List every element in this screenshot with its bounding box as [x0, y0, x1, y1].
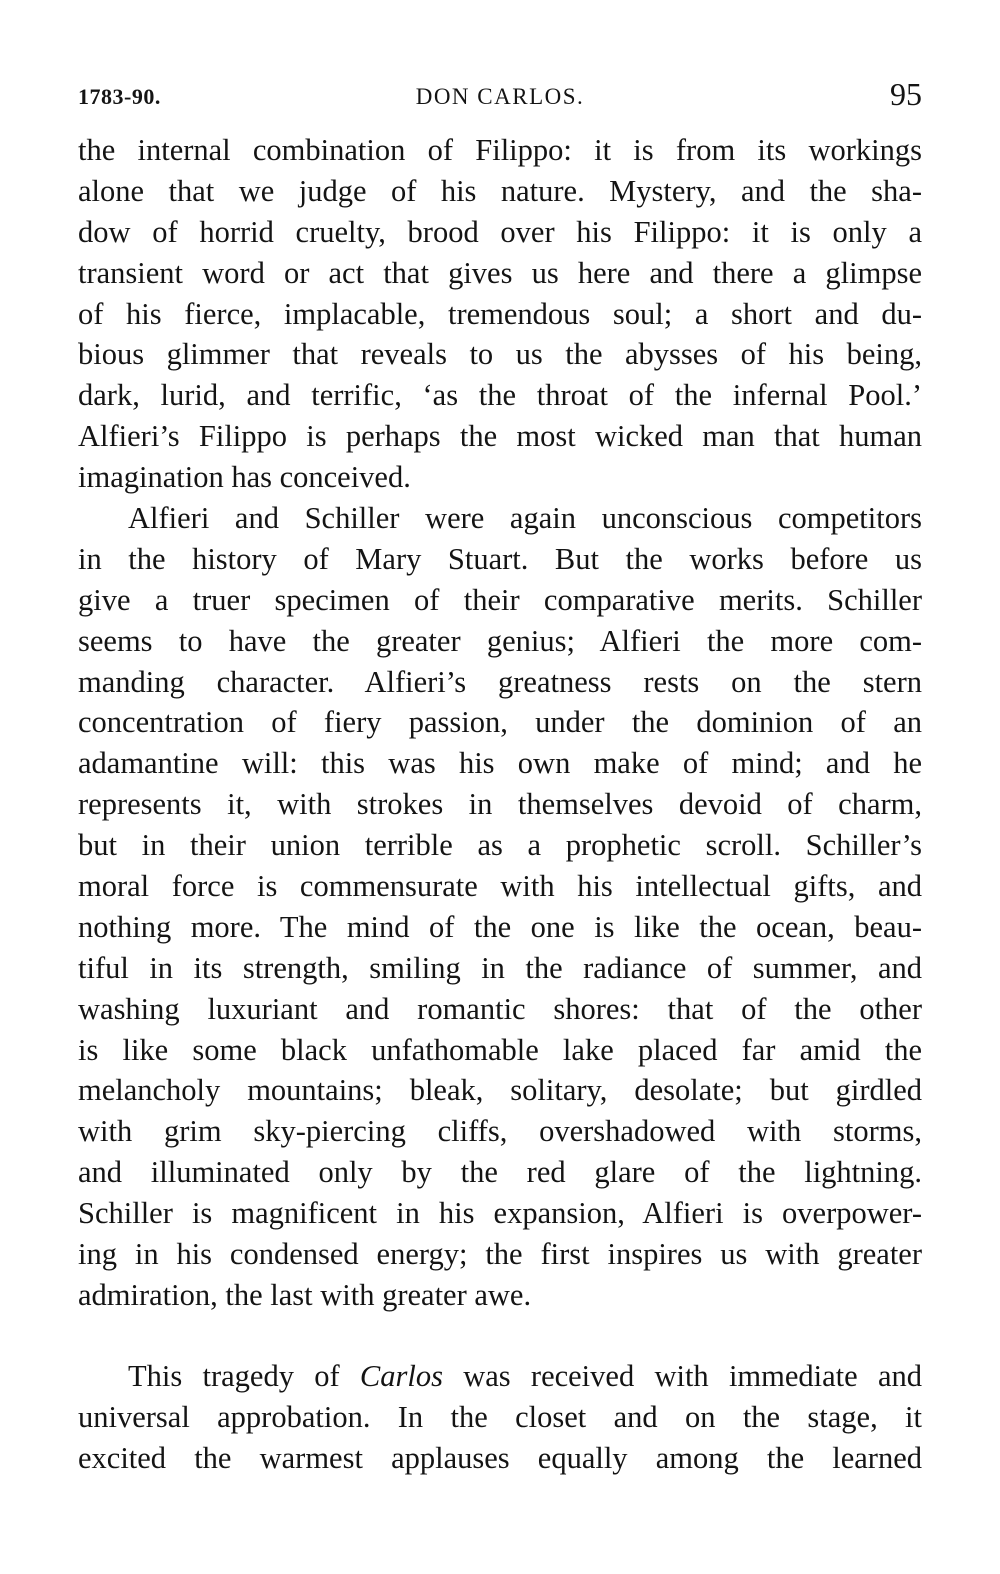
text-span: This tragedy of — [128, 1358, 340, 1393]
italic-title: Carlos — [359, 1358, 443, 1393]
text-span: was received with immediate and — [463, 1358, 922, 1393]
text-line: seems to have the greater genius; Alfieri the more com- — [78, 623, 922, 658]
text-line: ing in his condensed energy; the first inspires us with greater — [78, 1237, 922, 1272]
text-line: washing luxuriant and romantic shores: that of the other — [78, 991, 922, 1026]
header-years: 1783-90. — [78, 84, 161, 109]
running-header — [78, 70, 922, 114]
text-line: with grim sky-piercing cliffs, overshadowed with storms, — [78, 1114, 922, 1149]
text-line: tiful in its strength, smiling in the radiance of summer, and — [78, 950, 922, 985]
text-line: Alfieri and Schiller were again unconscious competitors — [128, 501, 922, 536]
text-line: manding character. Alfieri’s greatness rests on the stern — [78, 664, 922, 699]
text-line: concentration of fiery passion, under the dominion of an — [78, 705, 922, 740]
text-line: represents it, with strokes in themselves devoid of charm, — [78, 787, 922, 822]
text-line: alone that we judge of his nature. Mystery, and the sha- — [78, 173, 922, 208]
text-line: melancholy mountains; bleak, solitary, desolate; but girdled — [78, 1073, 922, 1108]
text-line: and illuminated only by the red glare of the lightning. — [78, 1155, 922, 1190]
text-line: dark, lurid, and terrific, ‘as the throat of the infernal Pool.’ — [78, 378, 922, 413]
header-title: DON CARLOS. — [415, 84, 585, 109]
text-line: give a truer specimen of their comparative merits. Schiller — [78, 582, 922, 617]
text-line: transient word or act that gives us here and there a glimpse — [78, 255, 922, 290]
text-line: adamantine will: this was his own make of mind; and he — [78, 746, 922, 781]
text-line: admiration, the last with greater awe. — [78, 1277, 532, 1312]
book-page — [78, 70, 922, 1479]
paragraph-1 — [78, 130, 922, 498]
text-line: excited the warmest applauses equally among the learned — [78, 1440, 922, 1475]
text-line: imagination has conceived. — [78, 460, 411, 495]
text-line: Schiller is magnificent in his expansion, Alfieri is overpower- — [78, 1196, 922, 1231]
text-line: universal approbation. In the closet and on the stage, it — [78, 1399, 922, 1434]
text-line: nothing more. The mind of the one is like the ocean, beau- — [78, 909, 922, 944]
text-line: Alfieri’s Filippo is perhaps the most wicked man that human — [78, 419, 922, 454]
text-line — [78, 1356, 922, 1397]
text-line: in the history of Mary Stuart. But the works before us — [78, 541, 922, 576]
paragraph-3 — [78, 1356, 922, 1479]
text-line: of his fierce, implacable, tremendous soul; a short and du- — [78, 296, 922, 331]
text-line: bious glimmer that reveals to us the abysses of his being, — [78, 337, 922, 372]
text-line: but in their union terrible as a prophetic scroll. Schiller’s — [78, 828, 922, 863]
paragraph-gap — [78, 1316, 922, 1356]
text-line: the internal combination of Filippo: it is from its workings — [78, 133, 922, 167]
text-line: moral force is commensurate with his intellectual gifts, and — [78, 869, 922, 904]
page-number: 95 — [890, 76, 922, 112]
text-line: is like some black unfathomable lake placed far amid the — [78, 1032, 922, 1067]
body-text — [78, 130, 922, 1479]
paragraph-2 — [78, 498, 922, 1316]
text-line: dow of horrid cruelty, brood over his Filippo: it is only a — [78, 214, 922, 249]
